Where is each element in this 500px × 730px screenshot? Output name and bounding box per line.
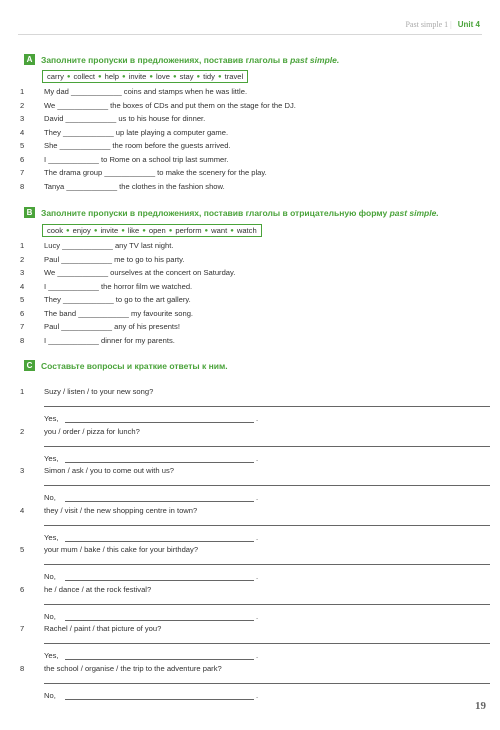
section-c-title: Составьте вопросы и краткие ответы к ним. — [41, 360, 228, 371]
section-c-heading — [24, 360, 228, 371]
item-number: 7 — [20, 624, 25, 633]
answer-write-line[interactable] — [65, 620, 254, 621]
item-number: 8 — [20, 181, 25, 191]
answer-write-line[interactable] — [65, 699, 254, 700]
short-answer-start: No, — [44, 572, 56, 581]
answer-write-line[interactable] — [65, 501, 254, 502]
word-separator-dot: ● — [168, 228, 173, 234]
answer-full-stop: . — [256, 493, 259, 502]
question-prompt: they / visit / the new shopping centre in town? — [44, 505, 198, 515]
item-number: 4 — [20, 127, 25, 137]
item-number: 7 — [20, 322, 25, 331]
item-sentence: Tanya ____________ the clothes in the fashion show. — [44, 181, 225, 191]
question-write-line[interactable] — [44, 446, 490, 447]
question-prompt: the school / organise / the trip to the adventure park? — [44, 663, 222, 673]
question-write-line[interactable] — [44, 525, 490, 526]
section-c-badge: C — [24, 360, 35, 371]
answer-full-stop: . — [256, 453, 259, 463]
word-separator-dot: ● — [217, 74, 222, 80]
section-b-badge: B — [24, 207, 35, 218]
question-write-line[interactable] — [44, 604, 490, 605]
short-answer-start: Yes, — [44, 651, 59, 660]
item-number: 8 — [20, 663, 25, 673]
item-number: 3 — [20, 268, 25, 277]
short-answer-start: Yes, — [44, 532, 59, 542]
item-number: 5 — [20, 295, 25, 304]
item-sentence: She ____________ the room before the guests arrived. — [44, 141, 231, 150]
section-b-title: Заполните пропуски в предложениях, поставив глаголы в отрицательную форму — [41, 207, 388, 218]
item-number: 4 — [20, 505, 25, 515]
question-prompt: your mum / bake / this cake for your birthday? — [44, 545, 199, 554]
item-number: 6 — [20, 584, 25, 594]
item-sentence: They ____________ to go to the art gallery. — [44, 295, 191, 304]
section-a-word-box — [42, 70, 248, 83]
item-number: 1 — [20, 387, 25, 396]
question-prompt: you / order / pizza for lunch? — [44, 426, 140, 436]
item-sentence: I ____________ dinner for my parents. — [44, 335, 175, 345]
section-a-heading — [24, 54, 339, 65]
item-sentence: Lucy ____________ any TV last night. — [44, 241, 174, 250]
item-sentence: My dad ____________ coins and stamps when he was little. — [44, 87, 248, 96]
item-number: 5 — [20, 141, 25, 150]
header-rule — [18, 34, 482, 35]
word-option: perform — [175, 226, 202, 235]
item-sentence: The band ____________ my favourite song. — [44, 308, 194, 318]
word-option: collect — [73, 72, 96, 81]
item-sentence: I ____________ to Rome on a school trip last summer. — [44, 154, 229, 164]
word-separator-dot: ● — [196, 74, 201, 80]
short-answer-start: No, — [44, 690, 56, 700]
page-number: 19 — [475, 700, 486, 712]
word-separator-dot: ● — [121, 228, 125, 234]
question-prompt: Rachel / paint / that picture of you? — [44, 624, 162, 633]
short-answer-start: No, — [44, 493, 56, 502]
item-number: 6 — [20, 154, 25, 164]
section-a-title: Заполните пропуски в предложениях, поставив глаголы в — [41, 54, 288, 65]
word-option: invite — [128, 72, 147, 81]
section-a-title-em: past simple. — [290, 54, 340, 65]
item-sentence: Paul ____________ any of his presents! — [44, 322, 180, 331]
word-separator-dot: ● — [204, 228, 209, 234]
item-number: 3 — [20, 466, 25, 475]
word-separator-dot: ● — [149, 74, 153, 80]
item-sentence: They ____________ up late playing a computer game. — [44, 127, 229, 137]
item-number: 7 — [20, 168, 25, 177]
question-write-line[interactable] — [44, 485, 490, 486]
item-number: 3 — [20, 114, 25, 123]
word-separator-dot: ● — [93, 228, 98, 234]
word-option: open — [148, 226, 166, 235]
item-number: 4 — [20, 281, 25, 291]
word-option: travel — [224, 72, 244, 81]
word-option: invite — [100, 226, 119, 235]
word-option: help — [104, 72, 120, 81]
question-prompt: Suzy / listen / to your new song? — [44, 387, 154, 396]
section-b-heading — [24, 207, 439, 218]
answer-write-line[interactable] — [65, 541, 254, 542]
answer-full-stop: . — [256, 532, 259, 542]
item-sentence: We ____________ ourselves at the concert on Saturday. — [44, 268, 236, 277]
word-option: watch — [236, 226, 257, 235]
question-write-line[interactable] — [44, 683, 490, 684]
section-a-badge: A — [24, 54, 35, 65]
running-header — [405, 20, 480, 29]
word-separator-dot: ● — [66, 228, 70, 234]
word-option: tidy — [203, 72, 215, 81]
answer-write-line[interactable] — [65, 659, 254, 660]
word-option: want — [211, 226, 228, 235]
item-number: 2 — [20, 426, 25, 436]
answer-full-stop: . — [256, 651, 259, 660]
question-prompt: he / dance / at the rock festival? — [44, 584, 152, 594]
word-option: carry — [47, 72, 64, 81]
answer-write-line[interactable] — [65, 462, 254, 463]
header-section: Past simple 1 — [405, 20, 449, 29]
item-sentence: Paul ____________ me to go to his party. — [44, 254, 185, 264]
item-number: 1 — [20, 87, 25, 96]
section-b-title-em: past simple. — [389, 207, 439, 218]
item-number: 2 — [20, 100, 25, 110]
answer-write-line[interactable] — [65, 422, 254, 423]
item-number: 6 — [20, 308, 25, 318]
word-option: love — [156, 72, 170, 81]
header-unit: Unit 4 — [457, 20, 480, 29]
item-number: 1 — [20, 241, 25, 250]
question-write-line[interactable] — [44, 643, 490, 644]
short-answer-start: Yes, — [44, 453, 59, 463]
item-sentence: David ____________ us to his house for dinner. — [44, 114, 206, 123]
answer-full-stop: . — [256, 690, 259, 700]
word-separator-dot: ● — [230, 228, 234, 234]
word-option: like — [127, 226, 140, 235]
item-number: 5 — [20, 545, 25, 554]
word-option: stay — [179, 72, 194, 81]
answer-full-stop: . — [256, 572, 259, 581]
item-sentence: We ____________ the boxes of CDs and put them on the stage for the DJ. — [44, 100, 296, 110]
item-sentence: I ____________ the horror film we watched. — [44, 281, 193, 291]
answer-write-line[interactable] — [65, 580, 254, 581]
question-prompt: Simon / ask / you to come out with us? — [44, 466, 174, 475]
short-answer-start: Yes, — [44, 414, 59, 423]
item-sentence: The drama group ____________ to make the scenery for the play. — [44, 168, 267, 177]
word-option: cook — [47, 226, 64, 235]
section-b-word-box — [42, 224, 262, 237]
short-answer-start: No, — [44, 611, 56, 621]
word-separator-dot: ● — [66, 74, 71, 80]
word-separator-dot: ● — [122, 74, 126, 80]
word-separator-dot: ● — [172, 74, 177, 80]
answer-full-stop: . — [256, 414, 259, 423]
question-write-line[interactable] — [44, 406, 490, 407]
item-number: 2 — [20, 254, 25, 264]
word-option: enjoy — [72, 226, 91, 235]
word-separator-dot: ● — [98, 74, 102, 80]
answer-full-stop: . — [256, 611, 259, 621]
question-write-line[interactable] — [44, 564, 490, 565]
header-separator: | — [450, 20, 452, 29]
item-number: 8 — [20, 335, 25, 345]
word-separator-dot: ● — [142, 228, 146, 234]
